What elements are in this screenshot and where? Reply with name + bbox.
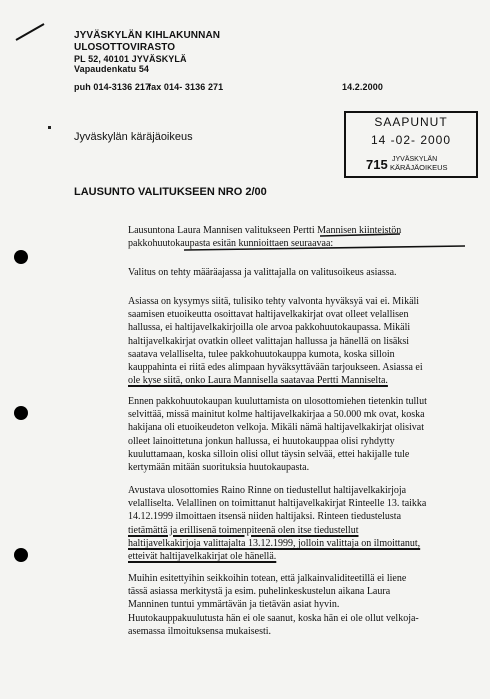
text-line: kuuluttamaan, koska silloin olisi ollut täysin selvää, ettei hakijalle tule <box>128 448 410 460</box>
stamp-date: 14 -02- 2000 <box>370 133 452 147</box>
stamp-court-line1: JYVÄSKYLÄN <box>392 156 438 163</box>
sender-address-line2: Vapaudenkatu 54 <box>74 64 150 74</box>
text-line: Valitus on tehty määräajassa ja valittajalla on valitusoikeus asiassa. <box>128 267 397 278</box>
text-line: ole kyse siitä, onko Laura Mannisella saatavaa Pertti Manniselta. <box>128 375 388 387</box>
text-line: olleet lainoittetuna jonkun hallussa, ei huutokauppaa olisi ryhdytty <box>128 435 395 447</box>
stamp-title: SAAPUNUT <box>374 115 448 129</box>
recipient: Jyväskylän käräjäoikeus <box>74 131 193 143</box>
text-line: tässä asiassa merkitystä ja esim. puhelinkeskustelun aikana Laura <box>128 586 391 598</box>
document-heading: LAUSUNTO VALITUKSEEN NRO 2/00 <box>74 186 267 198</box>
text-line: 14.12.1999 ilmoittaen itsensä niiden haltijaksi. Rinteen tiedustelusta <box>128 511 402 523</box>
text-line: asemassa ilmoituksensa mukaisesti. <box>128 625 272 637</box>
sender-fax: fax 014- 3136 271 <box>148 82 224 92</box>
text-line: saamisen etuoikeutta osoittavat haltijavelkakirjat ovat olleet velallisen <box>128 309 409 321</box>
sender-address-line1: PL 52, 40101 JYVÄSKYLÄ <box>74 54 187 64</box>
text-line: haltijavelkakirjoja valittajalta 13.12.1999, jolloin valittaja on ilmoittanut, <box>128 537 421 549</box>
sender-name-line2: ULOSOTTOVIRASTO <box>74 42 176 53</box>
stamp-number: 715 <box>366 157 388 172</box>
text-line: selvittää, missä mainitut kolme haltijavelkakirjaa a 50.000 mk ovat, koska <box>128 409 425 421</box>
text-line: kertymään mitään suorituksia huutokaupasta. <box>128 462 310 474</box>
text-line: hakijana oli etuoikeudeton velkoja. Mikäli nämä haltijavelkakirjat olisivat <box>128 422 425 434</box>
text-line: Lausuntona Laura Mannisen valitukseen Pertti Mannisen kiinteistön <box>128 225 402 236</box>
sender-name-line1: JYVÄSKYLÄN KIHLAKUNNAN <box>74 30 221 41</box>
text-line: pakkohuutokaupasta esitän kunnioittaen seuraavaa: <box>128 238 334 250</box>
text-line: etteivät haltijavelkakirjat ole hänellä. <box>128 551 277 563</box>
text-line: Avustava ulosottomies Raino Rinne on tiedustellut haltijavelkakirjoja <box>128 485 407 496</box>
text-line: Huutokauppakuulutusta hän ei ole saanut, koska hän ei ole ollut velkoja- <box>128 612 419 624</box>
text-line: Manninen tuntui ymmärtävän ja tietävän asiat hyvin. <box>128 599 340 611</box>
text-line: hallussa, ei haltijavelkakirjoilla ole arvoa pakkohuutokaupassa. Mikäli <box>128 322 411 334</box>
text-line: saatava velalliselta, tulee pakkohuutokauppa kumota, koska silloin <box>128 348 395 360</box>
text-line: Asiassa on kysymys siitä, tulisiko tehty valvonta hyväksyä vai ei. Mikäli <box>128 296 420 307</box>
text-line: tietämättä ja erillisenä toimenpiteenä olen itse tiedustellut <box>128 524 359 536</box>
text-line: haltijavelkakirjat ovatkin olleet valittajan hallussa ja hänellä on lisäksi <box>128 335 410 347</box>
sender-phone: puh 014-3136 217 <box>74 82 151 92</box>
text-line: velalliselta. Velallinen on toimittanut haltijavelkakirjat Rinteelle 13. taikka <box>128 498 427 510</box>
text-line: Ennen pakkohuutokaupan kuuluttamista on ulosottomiehen tietenkin tullut <box>128 396 427 407</box>
stamp-court-line2: KÄRÄJÄOIKEUS <box>390 163 448 172</box>
text-line: Muihin esitettyihin seikkoihin totean, että jalkainvaliditeetillä ei liene <box>128 573 407 584</box>
text-line: kauppahinta ei riitä edes alimpaan hyväksyttävään tarjoukseen. Asiassa ei <box>128 362 423 374</box>
document-date: 14.2.2000 <box>342 82 383 92</box>
